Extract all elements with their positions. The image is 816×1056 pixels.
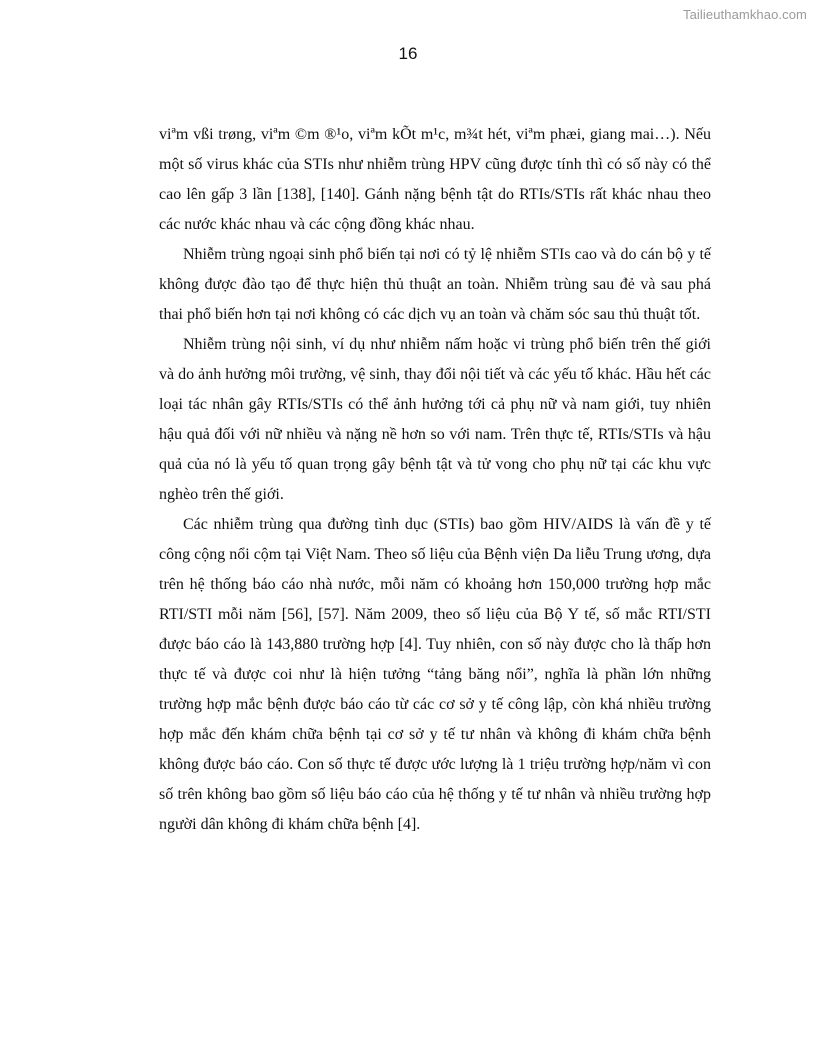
page-number: 16: [398, 44, 418, 63]
document-body: [159, 120, 711, 840]
paragraph-3: Nhiễm trùng nội sinh, ví dụ như nhiễm nấm hoặc vi trùng phổ biến trên thế giới và do ảnh hưởng môi trường, vệ sinh, thay đổi nội tiết và các yếu tố khác. Hầu hết các loại tác nhân gây RTIs/STIs có thể ảnh hưởng tới cả phụ nữ và nam giới, tuy nhiên hậu quả đối với nữ nhiều và nặng nề hơn so với nam. Trên thực tế, RTIs/STIs và hậu quả của nó là yếu tố quan trọng gây bệnh tật và tử vong cho phụ nữ tại các khu vực nghèo trên thế giới.: [159, 336, 711, 503]
watermark: Tailieuthamkhao.com: [682, 7, 807, 22]
paragraph-2: Nhiễm trùng ngoại sinh phổ biến tại nơi có tỷ lệ nhiễm STIs cao và do cán bộ y tế không được đào tạo để thực hiện thủ thuật an toàn. Nhiễm trùng sau đẻ và sau phá thai phổ biến hơn tại nơi không có các dịch vụ an toàn và chăm sóc sau thủ thuật tốt.: [159, 246, 711, 323]
paragraph-1: viªm vßi trøng, viªm ©m ®¹o, viªm kÕt m¹c, m¾t hét, viªm phæi, giang mai…). Nếu một số virus khác của STIs như nhiễm trùng HPV cũng được tính thì có số này có thể cao lên gấp 3 lần [138], [140]. Gánh nặng bệnh tật do RTIs/STIs rất khác nhau theo các nước khác nhau và các cộng đồng khác nhau.: [159, 126, 711, 233]
paragraph-4: Các nhiễm trùng qua đường tình dục (STIs) bao gồm HIV/AIDS là vấn đề y tế công cộng nổi cộm tại Việt Nam. Theo số liệu của Bệnh viện Da liễu Trung ương, dựa trên hệ thống báo cáo nhà nước, mỗi năm có khoảng hơn 150,000 trường hợp mắc RTI/STI mỗi năm [56], [57]. Năm 2009, theo số liệu của Bộ Y tế, số mắc RTI/STI được báo cáo là 143,880 trường hợp [4]. Tuy nhiên, con số này được cho là thấp hơn thực tế và được coi như là hiện tưởng “tảng băng nổi”, nghĩa là phần lớn những trường hợp mắc bệnh được báo cáo từ các cơ sở y tế công lập, còn khá nhiều trường hợp mắc đến khám chữa bệnh tại cơ sở y tế tư nhân và không đi khám chữa bệnh không được báo cáo. Con số thực tế được ước lượng là 1 triệu trường hợp/năm vì con số trên không bao gồm số liệu báo cáo của hệ thống y tế tư nhân và nhiều trường hợp người dân không đi khám chữa bệnh [4].: [159, 516, 711, 833]
